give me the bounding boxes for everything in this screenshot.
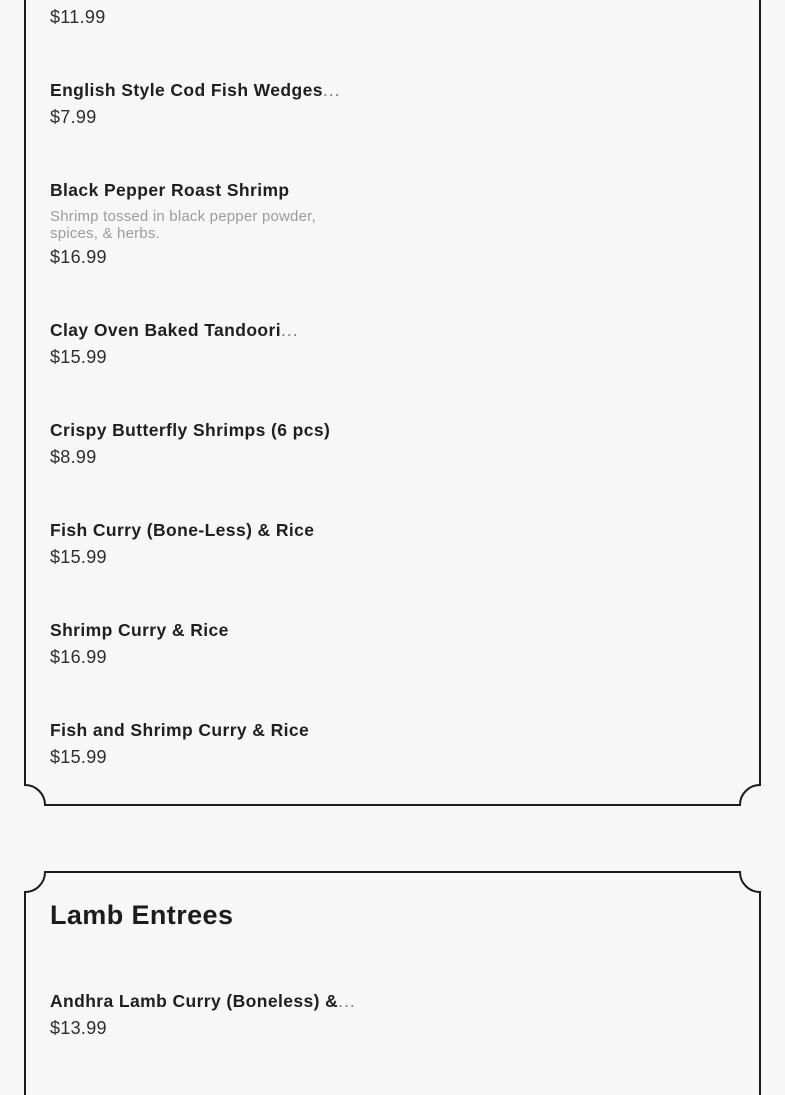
menu-item[interactable]	[50, 518, 735, 570]
item-title: Andhra Lamb Curry (Boneless) &...	[50, 991, 356, 1011]
truncation-ellipsis: ...	[338, 991, 356, 1011]
section-heading: Lamb Entrees	[50, 900, 234, 930]
menu-item[interactable]	[50, 78, 735, 130]
item-title: Clay Oven Baked Tandoori...	[50, 320, 299, 340]
item-price: $15.99	[50, 747, 107, 767]
item-price: $16.99	[50, 247, 107, 267]
item-title: Crispy Butterfly Shrimps (6 pcs)	[50, 420, 331, 440]
menu-section-seafood	[24, 0, 761, 806]
item-price: $16.99	[50, 647, 107, 667]
item-title: Fish Curry (Bone-Less) & Rice	[50, 520, 315, 540]
menu-section-lamb-entrees	[24, 871, 761, 1095]
item-price: $11.99	[50, 7, 106, 27]
menu-item[interactable]	[50, 4, 735, 30]
menu-item[interactable]	[50, 318, 735, 370]
item-title: Fish and Shrimp Curry & Rice	[50, 720, 310, 740]
truncation-ellipsis: ...	[281, 320, 299, 340]
item-title: Shrimp Curry & Rice	[50, 620, 229, 640]
item-price: $15.99	[50, 347, 107, 367]
menu-item[interactable]	[50, 989, 735, 1041]
item-title: Black Pepper Roast Shrimp	[50, 180, 290, 200]
item-price: $8.99	[50, 447, 97, 467]
menu-item[interactable]	[50, 178, 735, 270]
item-price: $13.99	[50, 1018, 107, 1038]
item-description: Shrimp tossed in black pepper powder, spices, & herbs.	[50, 208, 316, 242]
menu-item[interactable]	[50, 418, 735, 470]
menu-item[interactable]	[50, 718, 735, 770]
item-price: $7.99	[50, 107, 97, 127]
menu-item[interactable]	[50, 618, 735, 670]
truncation-ellipsis: ...	[322, 80, 341, 100]
item-price: $15.99	[50, 547, 107, 567]
item-title: English Style Cod Fish Wedges...	[50, 80, 341, 100]
